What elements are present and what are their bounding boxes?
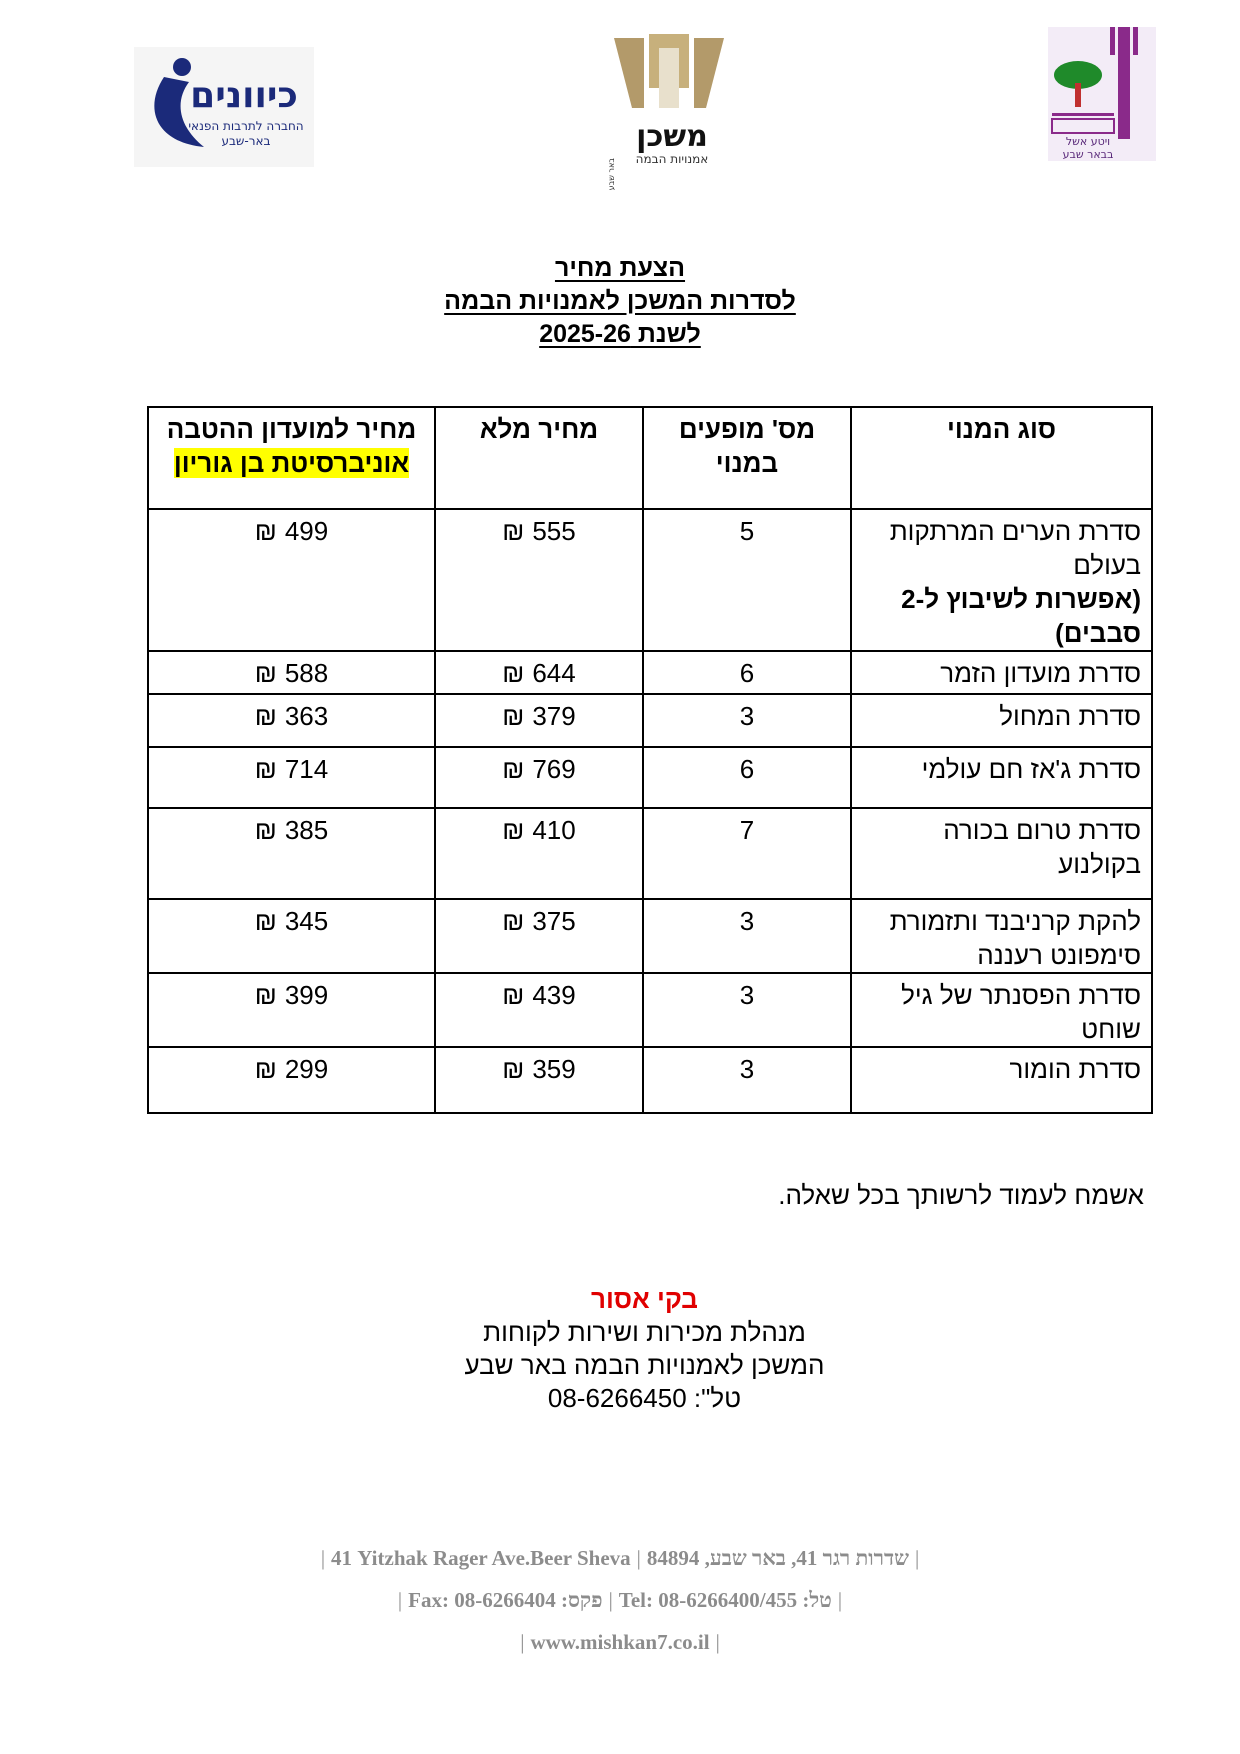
shekel-icon: ₪ (254, 1054, 277, 1084)
cell-full-price-value: 555 (532, 516, 576, 546)
table-row (148, 973, 1152, 1047)
cell-club-price-value: 714 (284, 754, 329, 784)
header-club-line2: אוניברסיטת בן גוריון (173, 448, 410, 478)
page-footer (0, 1546, 1240, 1672)
table-row (148, 509, 1152, 651)
cell-full-price (435, 899, 643, 973)
subscription-name: סדרת מועדון הזמר (940, 658, 1141, 688)
kivunim-logo (134, 47, 314, 167)
shekel-icon: ₪ (502, 906, 525, 936)
footer-address-en: 41 Yitzhak Rager Ave.Beer Sheva (331, 1546, 631, 1570)
cell-show-count: 6 (643, 651, 851, 694)
cell-full-price-value: 769 (532, 754, 576, 784)
signature-block (0, 1283, 1240, 1415)
cell-full-price-value: 359 (532, 1054, 576, 1084)
subscription-name: סדרת הומור (1009, 1054, 1141, 1084)
cell-full-price (435, 651, 643, 694)
cell-club-price (148, 747, 435, 808)
table-row (148, 1047, 1152, 1113)
header-show-count: מס' מופעים במנוי (643, 407, 851, 509)
shekel-icon: ₪ (502, 516, 525, 546)
closing-text: אשמח לעמוד לרשותך בכל שאלה. (778, 1180, 1144, 1210)
cell-show-count: 7 (643, 808, 851, 899)
cell-club-price-value: 363 (284, 701, 329, 731)
table-row (148, 651, 1152, 694)
shekel-icon: ₪ (502, 1054, 525, 1084)
subscription-name: להקת קרניבנד ותזמורת סימפונט רעננה (889, 906, 1141, 970)
kivunim-logo-text: כיוונים (190, 75, 298, 116)
mishkan-logo-side: באר שבע (607, 158, 616, 191)
header-full-price: מחיר מלא (435, 407, 643, 509)
subscription-name: סדרת המחול (999, 701, 1141, 731)
cell-full-price-value: 375 (532, 906, 576, 936)
footer-address-he: שדרות רגר 41, באר שבע, 84894 (646, 1546, 909, 1570)
table-body (148, 509, 1152, 1113)
subscription-note: (אפשרות לשיבוץ ל-2 סבבים) (901, 584, 1141, 648)
table-row (148, 694, 1152, 747)
cell-full-price (435, 509, 643, 651)
cell-full-price (435, 694, 643, 747)
signature-phone: טל": 08-6266450 (547, 1383, 742, 1413)
cell-full-price-value: 410 (532, 815, 576, 845)
cell-subscription-name (851, 899, 1152, 973)
title-line-1: הצעת מחיר (554, 254, 686, 282)
cell-club-price-value: 588 (284, 658, 329, 688)
mishkan-logo-text: משכן (636, 119, 708, 154)
cell-club-price-value: 399 (284, 980, 329, 1010)
cell-full-price-value: 439 (532, 980, 576, 1010)
cell-full-price-value: 644 (532, 658, 576, 688)
shekel-icon: ₪ (254, 516, 277, 546)
subscription-name: סדרת הערים המרתקות בעולם (889, 516, 1141, 580)
page-title (0, 252, 1240, 351)
cell-subscription-name (851, 808, 1152, 899)
cell-subscription-name (851, 747, 1152, 808)
header-club-line1: מחיר למועדון ההטבה (166, 414, 417, 444)
signature-name: בקי אסור (591, 1284, 698, 1314)
cell-club-price (148, 1047, 435, 1113)
shekel-icon: ₪ (254, 754, 277, 784)
mishkan-logo-sub: אמנויות הבמה (635, 152, 709, 166)
shekel-icon: ₪ (502, 658, 525, 688)
cell-subscription-name (851, 694, 1152, 747)
beersheva-logo (1048, 27, 1156, 161)
cell-show-count: 3 (643, 973, 851, 1047)
beersheva-logo-text1: ויטע אשל (1065, 135, 1111, 148)
cell-subscription-name (851, 973, 1152, 1047)
subscription-name: סדרת ג'אז חם עולמי (921, 754, 1141, 784)
shekel-icon: ₪ (254, 906, 277, 936)
table-row (148, 899, 1152, 973)
table-row (148, 808, 1152, 899)
shekel-icon: ₪ (502, 754, 525, 784)
cell-full-price (435, 973, 643, 1047)
cell-club-price (148, 509, 435, 651)
footer-web-line: |www.mishkan7.co.il| (520, 1630, 720, 1654)
shekel-icon: ₪ (502, 980, 525, 1010)
header-subscription-type: סוג המנוי (851, 407, 1152, 509)
cell-show-count: 3 (643, 1047, 851, 1113)
subscription-name: סדרת הפסנתר של גיל שוחט (901, 980, 1141, 1044)
cell-club-price-value: 299 (284, 1054, 329, 1084)
footer-tel: טל: 08-6266400/455 :Tel (618, 1588, 832, 1612)
cell-full-price (435, 1047, 643, 1113)
shekel-icon: ₪ (254, 980, 277, 1010)
cell-club-price (148, 973, 435, 1047)
cell-full-price (435, 808, 643, 899)
cell-show-count: 5 (643, 509, 851, 651)
cell-club-price (148, 694, 435, 747)
shekel-icon: ₪ (254, 815, 277, 845)
price-table (147, 406, 1153, 1114)
footer-fax: פקס: 08-6266404 :Fax (408, 1588, 603, 1612)
cell-show-count: 3 (643, 694, 851, 747)
cell-subscription-name (851, 651, 1152, 694)
table-header-row (148, 407, 1152, 509)
shekel-icon: ₪ (254, 701, 277, 731)
cell-full-price (435, 747, 643, 808)
mishkan-logo (604, 28, 734, 191)
cell-show-count: 6 (643, 747, 851, 808)
beersheva-logo-text2: בבאר שבע (1062, 148, 1114, 161)
cell-club-price-value: 345 (284, 906, 329, 936)
cell-full-price-value: 379 (532, 701, 576, 731)
cell-subscription-name (851, 1047, 1152, 1113)
cell-club-price (148, 651, 435, 694)
subscription-name: סדרת טרום בכורה בקולנוע (943, 815, 1141, 879)
title-line-2: לסדרות המשכן לאמנויות הבמה (444, 287, 796, 315)
kivunim-logo-sub2: באר-שבע (221, 134, 271, 148)
cell-subscription-name (851, 509, 1152, 651)
shekel-icon: ₪ (502, 701, 525, 731)
cell-show-count: 3 (643, 899, 851, 973)
cell-club-price (148, 899, 435, 973)
kivunim-logo-sub1: החברה לתרבות הפנאי (188, 119, 304, 133)
cell-club-price (148, 808, 435, 899)
title-line-3: לשנת 2025-26 (539, 320, 701, 348)
footer-website-link[interactable]: www.mishkan7.co.il (530, 1630, 710, 1654)
shekel-icon: ₪ (254, 658, 277, 688)
table-row (148, 747, 1152, 808)
signature-role: מנהלת מכירות ושירות לקוחות (483, 1317, 806, 1347)
cell-club-price-value: 499 (284, 516, 329, 546)
shekel-icon: ₪ (502, 815, 525, 845)
cell-club-price-value: 385 (284, 815, 329, 845)
signature-org: המשכן לאמנויות הבמה באר שבע (464, 1350, 825, 1380)
header-club-price (148, 407, 435, 509)
footer-contact-line: |טל: 08-6266400/455 :Tel|פקס: 08-6266404 :Fax| (397, 1588, 843, 1612)
footer-address-line: |שדרות רגר 41, באר שבע, 84894|41 Yitzhak Rager Ave.Beer Sheva| (320, 1546, 920, 1570)
